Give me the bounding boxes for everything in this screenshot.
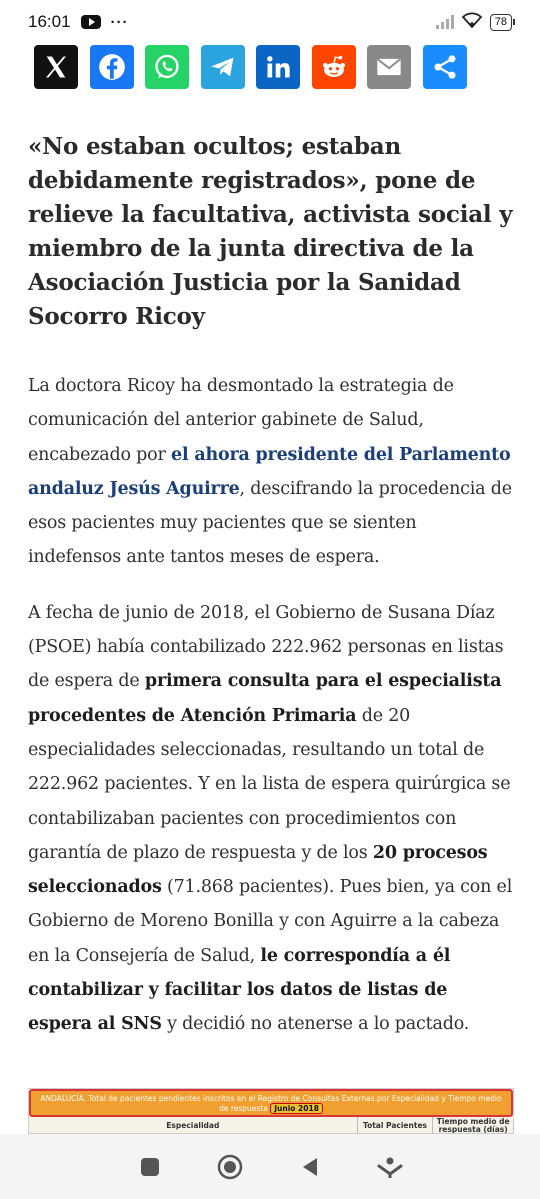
telegram-icon	[209, 53, 237, 81]
assistant-button[interactable]	[372, 1149, 408, 1185]
x-logo-icon	[42, 53, 70, 81]
status-bar	[0, 0, 540, 44]
table-title	[29, 1089, 513, 1117]
table-header-row	[29, 1117, 513, 1134]
share-bar	[34, 45, 467, 89]
bold-text: le correspondía a él contabilizar y facilitar los datos de listas de espera al SNS	[28, 945, 451, 1035]
telegram-share-button[interactable]	[201, 45, 245, 89]
bold-text: 20 procesos seleccionados	[28, 842, 488, 898]
whatsapp-share-button[interactable]	[145, 45, 189, 89]
paragraph-text: , descifrando la procedencia de esos pacientes muy pacientes que se sienten indefensos ante tantos meses de espera.	[28, 478, 512, 568]
whatsapp-icon	[153, 53, 181, 81]
column-header-tiempo: Tiempo medio de respuesta (días)	[436, 1117, 510, 1134]
more-notifications-icon: ···	[110, 13, 129, 31]
assistant-icon	[377, 1154, 403, 1180]
article-subheadline: «No estaban ocultos; estaban debidamente registrados», pone de relieve la facultativa, activista social y miembro de la junta directiva de la Asociación Justicia por la Sanidad Socorro Ricoy	[28, 133, 513, 330]
generic-share-button[interactable]	[423, 45, 467, 89]
recents-button[interactable]	[132, 1149, 168, 1185]
back-icon	[299, 1156, 321, 1178]
facebook-share-button[interactable]	[90, 45, 134, 89]
facebook-icon	[98, 53, 126, 81]
article-body	[28, 130, 514, 1042]
email-icon	[375, 53, 403, 81]
column-header-especialidad: Especialidad	[29, 1117, 358, 1134]
wifi-icon	[462, 12, 482, 33]
recents-icon	[140, 1157, 160, 1177]
table-title-text: ANDALUCÍA. Total de pacientes pendientes inscritos en el Registro de Consultas Externas por Especialidad y Tiempo medio de respuesta	[40, 1094, 502, 1113]
waiting-list-table-image[interactable]	[28, 1088, 514, 1134]
paragraph-text: La doctora Ricoy ha desmontado la estrategia de comunicación del anterior gabinete de Salud, encabezado por	[28, 376, 454, 465]
clock: 16:01	[28, 12, 71, 31]
back-button[interactable]	[292, 1149, 328, 1185]
article-paragraph	[28, 369, 514, 575]
home-icon	[216, 1153, 244, 1181]
bold-text: primera consulta para el especialista procedentes de Atención Primaria	[28, 671, 502, 726]
aguirre-link[interactable]: el ahora presidente del Parlamento andaluz Jesús Aguirre	[28, 444, 511, 499]
linkedin-icon	[264, 53, 292, 81]
table-date-highlight: Junio 2018	[270, 1103, 323, 1114]
signal-icon	[436, 15, 454, 29]
paragraph-text: de 20 especialidades seleccionadas, resultando un total de 222.962 pacientes. Y en la lista de espera quirúrgica se contabilizaban pacientes con procedimientos con garantía de plazo de respuesta y de los	[28, 705, 511, 863]
reddit-share-button[interactable]	[312, 45, 356, 89]
paragraph-text: (71.868 pacientes). Pues bien, ya con el Gobierno de Moreno Bonilla y con Aguirre a la cabeza en la Consejería de Salud,	[28, 877, 513, 966]
paragraph-text: A fecha de junio de 2018, el Gobierno de Susana Díaz (PSOE) había contabilizado 222.962 personas en listas de espera de	[28, 602, 504, 692]
battery-indicator: 78	[490, 14, 512, 31]
email-share-button[interactable]	[367, 45, 411, 89]
system-nav-bar	[0, 1134, 540, 1199]
reddit-icon	[320, 53, 348, 81]
x-share-button[interactable]	[34, 45, 78, 89]
article-paragraph	[28, 596, 514, 1042]
youtube-notification-icon	[81, 15, 101, 29]
home-button[interactable]	[212, 1149, 248, 1185]
linkedin-share-button[interactable]	[256, 45, 300, 89]
column-header-total: Total Pacientes	[358, 1117, 434, 1134]
share-icon	[431, 53, 459, 81]
paragraph-text: y decidió no atenerse a lo pactado.	[161, 1014, 470, 1035]
